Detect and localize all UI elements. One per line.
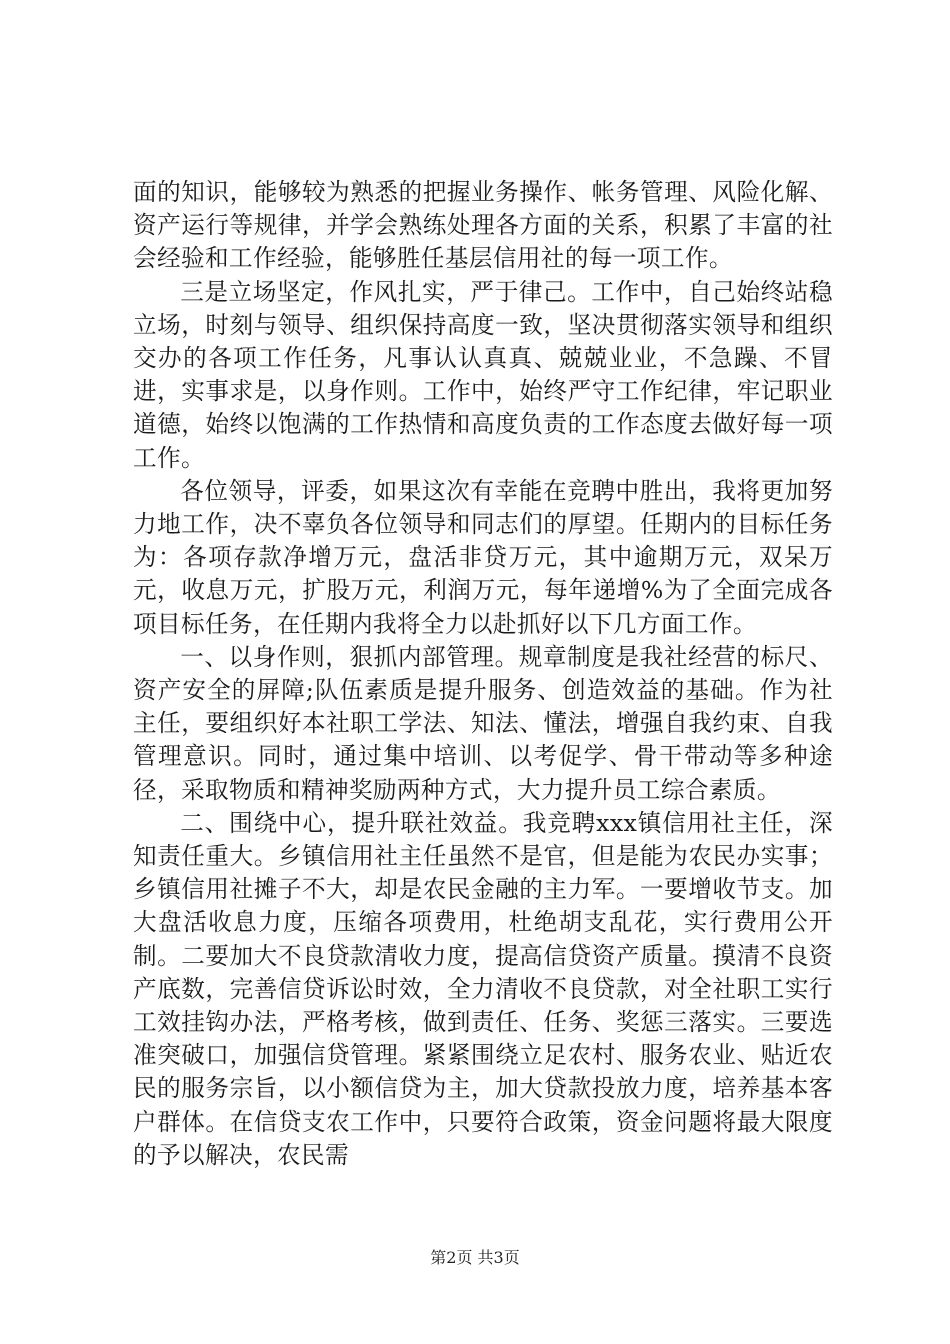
document-body: [133, 176, 833, 1172]
paragraph-3: 各位领导，评委，如果这次有幸能在竞聘中胜出，我将更加努力地工作，决不辜负各位领导和同志们的厚望。任期内的目标任务为：各项存款净增万元，盘活非贷万元，其中逾期万元，双呆万元，收息万元，扩股万元，利润万元，每年递增%为了全面完成各项目标任务，在任期内我将全力以赴抓好以下几方面工作。: [133, 476, 833, 638]
paragraph-1: 面的知识，能够较为熟悉的把握业务操作、帐务管理、风险化解、资产运行等规律，并学会熟练处理各方面的关系，积累了丰富的社会经验和工作经验，能够胜任基层信用社的每一项工作。: [133, 178, 833, 273]
page-number-footer: 第2页 共3页: [430, 1248, 520, 1267]
paragraph-5: 二、围绕中心，提升联社效益。我竞聘xxx镇信用社主任，深知责任重大。乡镇信用社主任虽然不是官，但是能为农民办实事；乡镇信用社摊子不大，却是农民金融的主力军。一要增收节支。加大盘活收息力度，压缩各项费用，杜绝胡支乱花，实行费用公开制。二要加大不良贷款清收力度，提高信贷资产质量。摸清不良资产底数，完善信贷诉讼时效，全力清收不良贷款，对全社职工实行工效挂钩办法，严格考核，做到责任、任务、奖惩三落实。三要选准突破口，加强信贷管理。紧紧围绕立足农村、服务农业、贴近农民的服务宗旨，以小额信贷为主，加大贷款投放力度，培养基本客户群体。在信贷支农工作中，只要符合政策，资金问题将最大限度的予以解决，农民需: [133, 808, 833, 1169]
paragraph-2: 三是立场坚定，作风扎实，严于律己。工作中，自己始终站稳立场，时刻与领导、组织保持高度一致，坚决贯彻落实领导和组织交办的各项工作任务，凡事认认真真、兢兢业业，不急躁、不冒进，实事求是，以身作则。工作中，始终严守工作纪律，牢记职业道德，始终以饱满的工作热情和高度负责的工作态度去做好每一项工作。: [133, 277, 833, 472]
paragraph-4: 一、以身作则，狠抓内部管理。规章制度是我社经营的标尺、资产安全的屏障;队伍素质是提升服务、创造效益的基础。作为社主任，要组织好本社职工学法、知法、懂法，增强自我约束、自我管理意识。同时，通过集中培训、以考促学、骨干带动等多种途径，采取物质和精神奖励两种方式，大力提升员工综合素质。: [133, 642, 833, 804]
